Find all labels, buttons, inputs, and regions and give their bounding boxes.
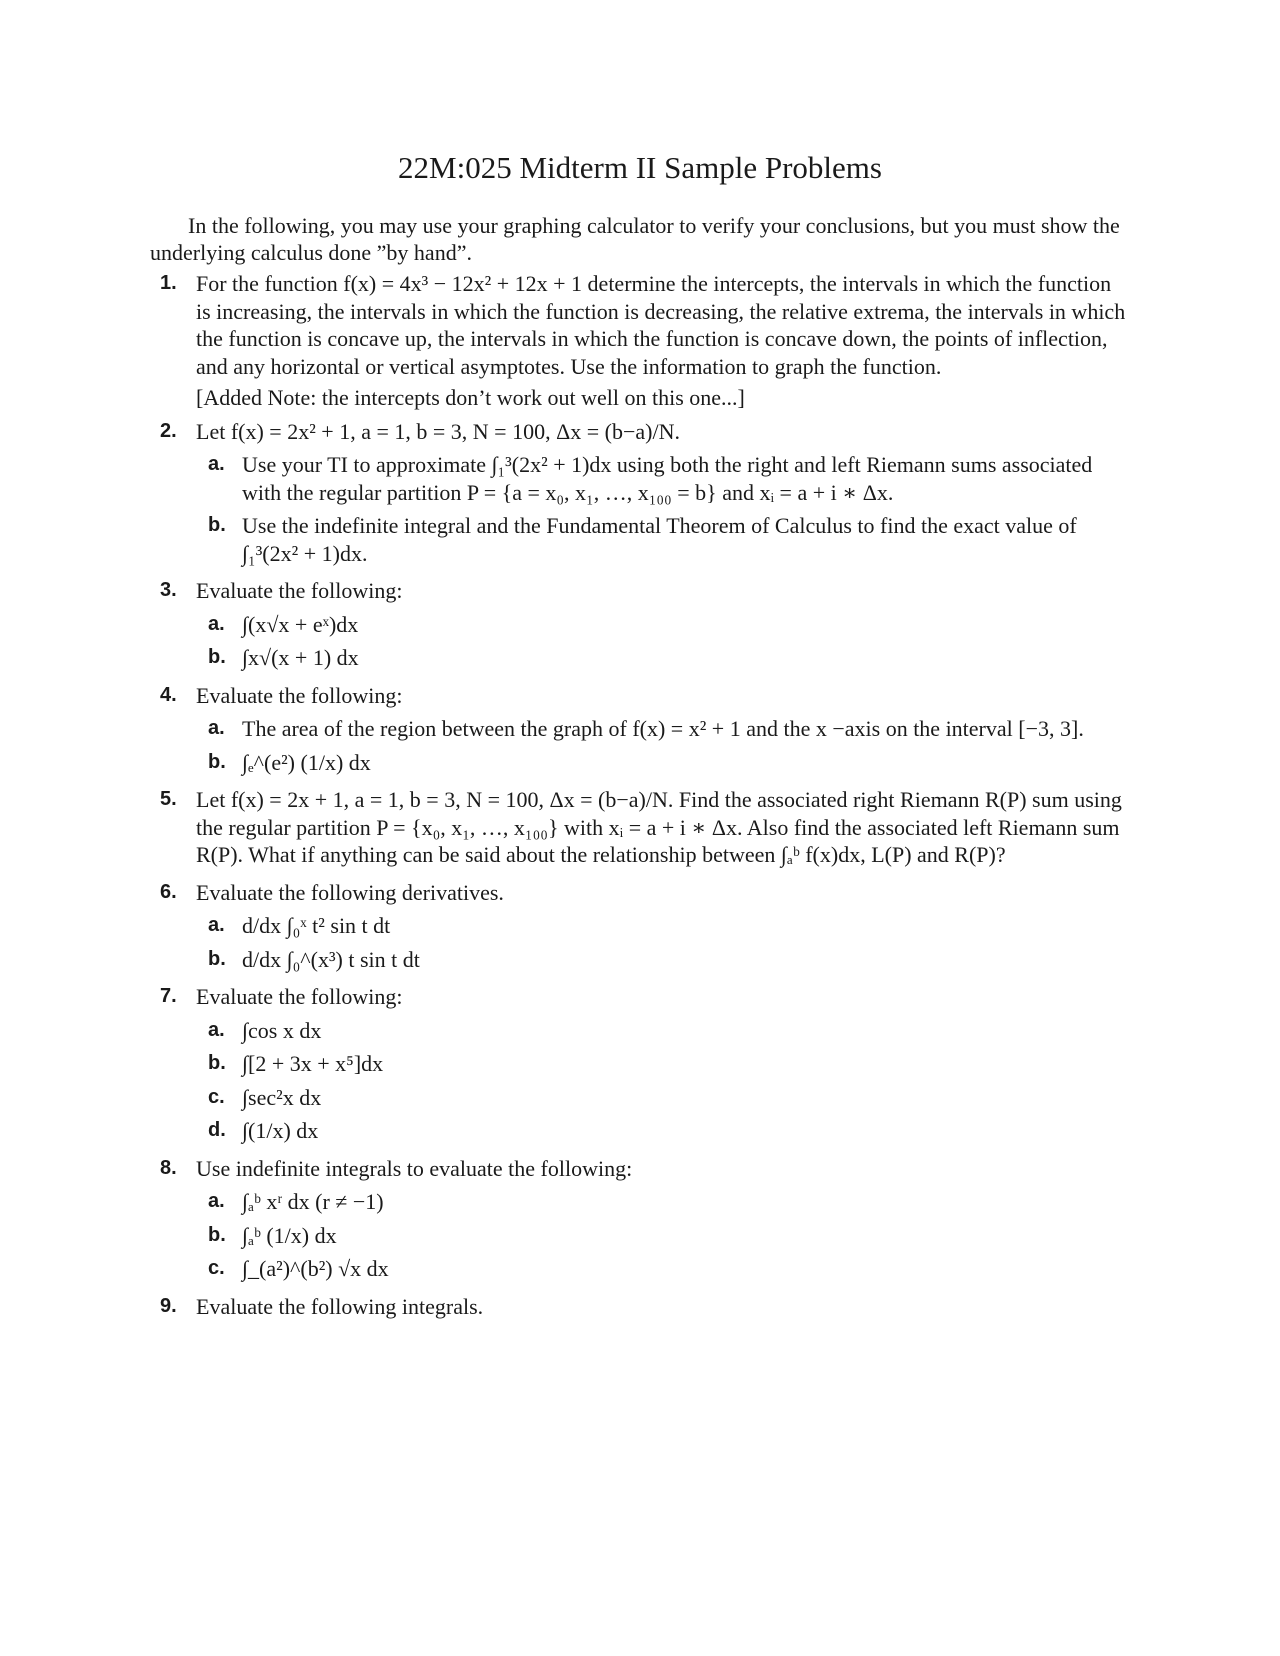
problem-number: 6.: [160, 880, 177, 903]
intro-paragraph: In the following, you may use your graphing calculator to verify your conclusions, but you must show the underlying calculus done ”by hand”.: [150, 213, 1120, 265]
subproblem-3a: [196, 611, 1130, 639]
subproblem-letter: a.: [208, 717, 225, 739]
subproblem-letter: a.: [208, 1190, 225, 1212]
subproblem-7a: [196, 1017, 1130, 1045]
subproblem-7b: [196, 1050, 1130, 1078]
subproblem-letter: b.: [208, 514, 226, 536]
subproblem-2b: [196, 512, 1130, 567]
problem-text: Evaluate the following derivatives.: [196, 879, 504, 905]
problem-text: For the function f(x) = 4x³ − 12x² + 12x + 1 determine the intercepts, the intervals in which the function is increasing, the intervals in which the function is decreasing, the relative extrema, the intervals in which the function is concave up, the intervals in which the function is concave down, the points of inflection, and any horizontal or vertical asymptotes. Use the information to graph the function.: [196, 271, 1126, 379]
problem-6: [150, 879, 1130, 974]
subproblem-text: The area of the region between the graph of f(x) = x² + 1 and the x −axis on the interval [−3, 3].: [242, 716, 1084, 741]
subproblem-6b: [196, 946, 1130, 974]
subproblem-letter: d.: [208, 1119, 226, 1141]
subproblem-text: ∫x√(x + 1) dx: [242, 645, 359, 670]
problem-list: [150, 270, 1130, 1320]
subproblem-text: ∫ₑ^(e²) (1/x) dx: [242, 749, 371, 775]
subproblem-text: Use the indefinite integral and the Fundamental Theorem of Calculus to find the exact value of ∫₁³(2x² + 1)dx.: [242, 513, 1077, 566]
subproblem-4a: [196, 715, 1130, 743]
subproblem-letter: b.: [208, 750, 226, 773]
problem-note: [Added Note: the intercepts don’t work out well on this one...]: [196, 385, 745, 410]
subproblem-letter: b.: [208, 947, 226, 970]
subproblem-letter: b.: [208, 1223, 226, 1246]
subproblem-letter: a.: [208, 1018, 225, 1041]
problem-2: [150, 418, 1130, 568]
subproblem-letter: b.: [208, 646, 226, 668]
problem-1: [150, 270, 1130, 412]
subproblem-letter: c.: [208, 1257, 225, 1279]
subproblem-text: ∫(x√x + eˣ)dx: [242, 611, 359, 637]
problem-7: [150, 983, 1130, 1145]
subproblem-text: ∫ₐᵇ xʳ dx (r ≠ −1): [242, 1189, 384, 1214]
problem-8: [150, 1155, 1130, 1283]
problem-3: [150, 577, 1130, 672]
problem-number: 3.: [160, 579, 177, 601]
subproblem-4b: [196, 749, 1130, 777]
problem-text: Evaluate the following:: [196, 984, 403, 1009]
problem-number: 1.: [160, 272, 177, 294]
subproblem-letter: a.: [208, 453, 225, 475]
problem-text: Evaluate the following:: [196, 578, 403, 603]
subproblem-letter: c.: [208, 1085, 225, 1108]
problem-text: Let f(x) = 2x + 1, a = 1, b = 3, N = 100, Δx = (b−a)/N. Find the associated right Riemann R(P) sum using the regular partition P = {x₀, x₁, …, x₁₀₀} with xᵢ = a + i ∗ Δx. Also find the associated left Riemann sum R(P). What if anything can be said about the relationship between ∫ₐᵇ f(x)dx, L(P) and R(P)?: [196, 787, 1122, 867]
problem-number: 2.: [160, 419, 177, 442]
problem-text: Let f(x) = 2x² + 1, a = 1, b = 3, N = 100, Δx = (b−a)/N.: [196, 418, 680, 444]
problem-number: 5.: [160, 788, 177, 810]
subproblem-text: ∫_(a²)^(b²) √x dx: [242, 1256, 389, 1281]
subproblem-letter: a.: [208, 612, 225, 635]
subproblem-letter: a.: [208, 914, 225, 936]
problem-text: Use indefinite integrals to evaluate the following:: [196, 1155, 633, 1181]
subproblem-text: d/dx ∫₀^(x³) t sin t dt: [242, 946, 420, 972]
problem-9: [150, 1293, 1130, 1321]
subproblem-2a: [196, 451, 1130, 506]
problem-number: 9.: [160, 1294, 177, 1317]
problem-5: [150, 786, 1130, 869]
subproblem-7d: [196, 1117, 1130, 1145]
problem-number: 8.: [160, 1156, 177, 1179]
problem-number: 7.: [160, 985, 177, 1007]
subproblem-text: d/dx ∫₀ˣ t² sin t dt: [242, 913, 391, 938]
subproblem-8c: [196, 1255, 1130, 1283]
subproblem-text: ∫sec²x dx: [242, 1084, 322, 1110]
subproblem-text: ∫cos x dx: [242, 1017, 322, 1043]
subproblem-7c: [196, 1084, 1130, 1112]
subproblem-6a: [196, 912, 1130, 940]
problem-4: [150, 682, 1130, 777]
subproblem-8b: [196, 1222, 1130, 1250]
subproblem-letter: b.: [208, 1052, 226, 1074]
problem-number: 4.: [160, 683, 177, 706]
subproblem-text: ∫(1/x) dx: [242, 1118, 319, 1143]
subproblem-text: ∫[2 + 3x + x⁵]dx: [242, 1051, 384, 1076]
subproblem-3b: [196, 644, 1130, 672]
problem-text: Evaluate the following integrals.: [196, 1293, 484, 1319]
subproblem-text: ∫ₐᵇ (1/x) dx: [242, 1222, 337, 1248]
page-title: 22M:025 Midterm II Sample Problems: [398, 150, 882, 185]
problem-text: Evaluate the following:: [196, 682, 403, 708]
subproblem-8a: [196, 1188, 1130, 1216]
subproblem-text: Use your TI to approximate ∫₁³(2x² + 1)dx using both the right and left Riemann sums associated with the regular partition P = {a = x₀, x₁, …, x₁₀₀ = b} and xᵢ = a + i ∗ Δx.: [242, 452, 1093, 505]
